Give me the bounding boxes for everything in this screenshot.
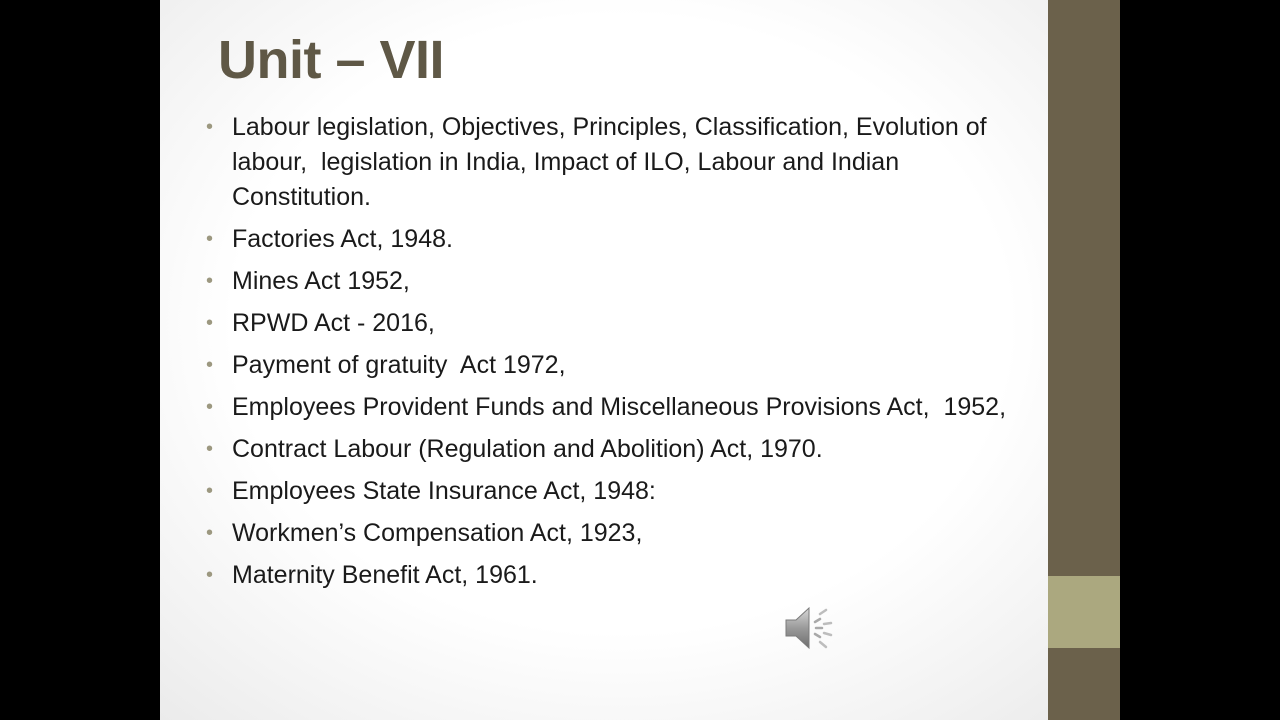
bullet-item xyxy=(204,306,1034,341)
bullet-icon: • xyxy=(206,116,214,138)
bullet-item xyxy=(204,474,1034,509)
bullet-text: Payment of gratuity Act 1972, xyxy=(232,351,566,379)
bullet-icon: • xyxy=(206,438,214,460)
speaker-icon[interactable] xyxy=(782,602,838,654)
bullet-icon: • xyxy=(206,522,214,544)
bullet-item xyxy=(204,558,1034,593)
slide-title: Unit – VII xyxy=(218,30,445,90)
bullet-icon: • xyxy=(206,228,214,250)
bullet-text: RPWD Act - 2016, xyxy=(232,309,435,337)
bullet-item xyxy=(204,516,1034,551)
bullet-text: Employees Provident Funds and Miscellaneous Provisions Act, 1952, xyxy=(232,393,1007,421)
bullet-icon: • xyxy=(206,480,214,502)
bullet-text: Factories Act, 1948. xyxy=(232,225,453,253)
bullet-icon: • xyxy=(206,396,214,418)
bullet-item xyxy=(204,348,1034,383)
slide-side-accent xyxy=(1048,576,1120,648)
bullet-text: Labour legislation, Objectives, Principles, Classification, Evolution of labour, legislation in India, Impact of ILO, Labour and Indian Constitution. xyxy=(232,113,994,211)
bullet-list xyxy=(204,110,1034,600)
bullet-icon: • xyxy=(206,564,214,586)
bullet-text: Maternity Benefit Act, 1961. xyxy=(232,561,538,589)
bullet-icon: • xyxy=(206,354,214,376)
bullet-item xyxy=(204,110,1034,215)
bullet-icon: • xyxy=(206,270,214,292)
bullet-item xyxy=(204,432,1034,467)
bullet-text: Contract Labour (Regulation and Abolition) Act, 1970. xyxy=(232,435,823,463)
bullet-item xyxy=(204,390,1034,425)
slide xyxy=(160,0,1120,720)
speaker-icon-graphic xyxy=(782,602,838,654)
bullet-item xyxy=(204,264,1034,299)
bullet-text: Workmen’s Compensation Act, 1923, xyxy=(232,519,643,547)
bullet-item xyxy=(204,222,1034,257)
bullet-icon: • xyxy=(206,312,214,334)
bullet-text: Employees State Insurance Act, 1948: xyxy=(232,477,656,505)
bullet-text: Mines Act 1952, xyxy=(232,267,410,295)
